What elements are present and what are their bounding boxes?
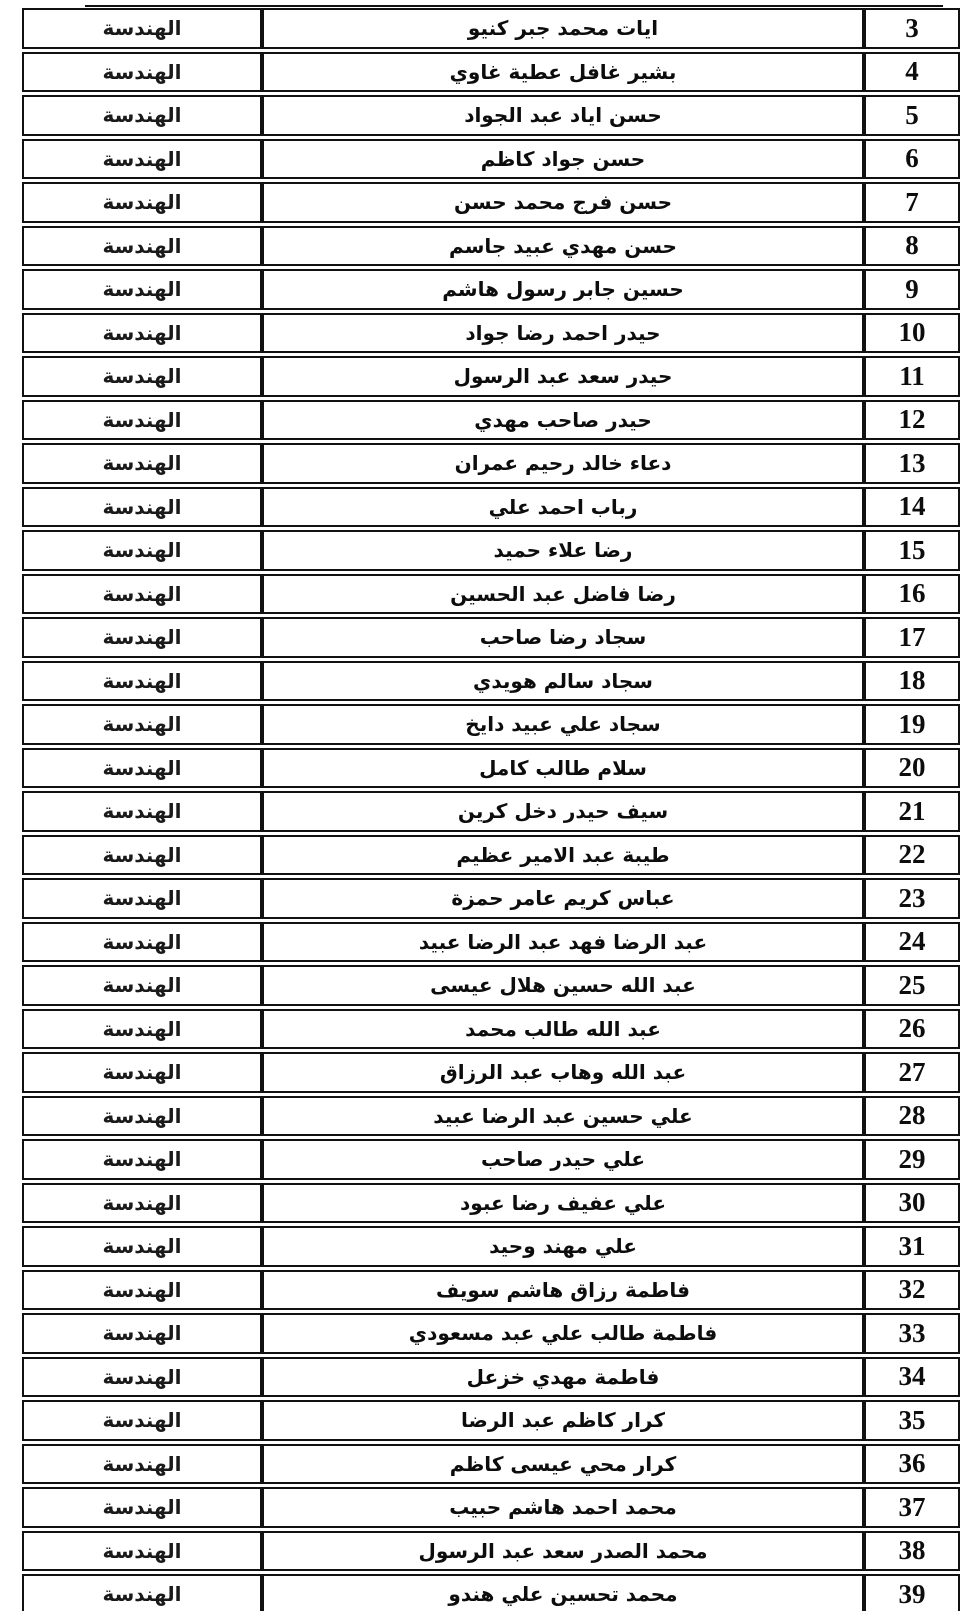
department-cell: الهندسة	[22, 1183, 262, 1224]
table-row	[22, 139, 960, 180]
department-cell: الهندسة	[22, 95, 262, 136]
department-cell: الهندسة	[22, 356, 262, 397]
student-name-cell: عبد الله طالب محمد	[262, 1009, 864, 1050]
department-cell: الهندسة	[22, 8, 262, 49]
student-name-cell: محمد الصدر سعد عبد الرسول	[262, 1531, 864, 1572]
department-cell: الهندسة	[22, 922, 262, 963]
student-name-cell: حسن فرج محمد حسن	[262, 182, 864, 223]
row-number-cell: 28	[864, 1096, 960, 1137]
table-row	[22, 400, 960, 441]
table-row	[22, 1313, 960, 1354]
row-number-cell: 26	[864, 1009, 960, 1050]
table-row	[22, 8, 960, 49]
department-cell: الهندسة	[22, 1574, 262, 1611]
student-name-cell: حسن مهدي عبيد جاسم	[262, 226, 864, 267]
row-number-cell: 15	[864, 530, 960, 571]
student-name-cell: سجاد سالم هويدي	[262, 661, 864, 702]
table-row	[22, 1052, 960, 1093]
department-cell: الهندسة	[22, 400, 262, 441]
department-cell: الهندسة	[22, 835, 262, 876]
department-cell: الهندسة	[22, 1357, 262, 1398]
row-number-cell: 23	[864, 878, 960, 919]
row-number-cell: 10	[864, 313, 960, 354]
department-cell: الهندسة	[22, 226, 262, 267]
row-number-cell: 25	[864, 965, 960, 1006]
student-name-cell: علي مهند وحيد	[262, 1226, 864, 1267]
row-number-cell: 11	[864, 356, 960, 397]
department-cell: الهندسة	[22, 530, 262, 571]
row-number-cell: 21	[864, 791, 960, 832]
department-cell: الهندسة	[22, 487, 262, 528]
department-cell: الهندسة	[22, 878, 262, 919]
table-row	[22, 574, 960, 615]
table-row	[22, 182, 960, 223]
row-number-cell: 17	[864, 617, 960, 658]
row-number-cell: 38	[864, 1531, 960, 1572]
table-row	[22, 1139, 960, 1180]
row-number-cell: 18	[864, 661, 960, 702]
department-cell: الهندسة	[22, 704, 262, 745]
table-row	[22, 1183, 960, 1224]
row-number-cell: 35	[864, 1400, 960, 1441]
document-page	[0, 5, 960, 1611]
row-number-cell: 27	[864, 1052, 960, 1093]
student-name-cell: عبد الرضا فهد عبد الرضا عبيد	[262, 922, 864, 963]
cutoff-row-border	[85, 5, 943, 7]
table-row	[22, 487, 960, 528]
row-number-cell: 20	[864, 748, 960, 789]
department-cell: الهندسة	[22, 52, 262, 93]
table-row	[22, 356, 960, 397]
row-number-cell: 9	[864, 269, 960, 310]
department-cell: الهندسة	[22, 1531, 262, 1572]
row-number-cell: 3	[864, 8, 960, 49]
table-row	[22, 1270, 960, 1311]
student-name-cell: رضا فاضل عبد الحسين	[262, 574, 864, 615]
table-row	[22, 617, 960, 658]
row-number-cell: 37	[864, 1487, 960, 1528]
department-cell: الهندسة	[22, 1096, 262, 1137]
department-cell: الهندسة	[22, 1052, 262, 1093]
student-name-cell: رضا علاء حميد	[262, 530, 864, 571]
row-number-cell: 31	[864, 1226, 960, 1267]
department-cell: الهندسة	[22, 617, 262, 658]
table-row	[22, 226, 960, 267]
department-cell: الهندسة	[22, 1313, 262, 1354]
department-cell: الهندسة	[22, 1226, 262, 1267]
row-number-cell: 4	[864, 52, 960, 93]
department-cell: الهندسة	[22, 1270, 262, 1311]
department-cell: الهندسة	[22, 965, 262, 1006]
table-row	[22, 748, 960, 789]
student-name-cell: محمد احمد هاشم حبيب	[262, 1487, 864, 1528]
row-number-cell: 30	[864, 1183, 960, 1224]
row-number-cell: 29	[864, 1139, 960, 1180]
student-name-cell: علي حسين عبد الرضا عبيد	[262, 1096, 864, 1137]
table-row	[22, 1009, 960, 1050]
student-name-cell: عبد الله وهاب عبد الرزاق	[262, 1052, 864, 1093]
row-number-cell: 33	[864, 1313, 960, 1354]
department-cell: الهندسة	[22, 443, 262, 484]
row-number-cell: 5	[864, 95, 960, 136]
department-cell: الهندسة	[22, 313, 262, 354]
row-number-cell: 24	[864, 922, 960, 963]
row-number-cell: 7	[864, 182, 960, 223]
table-row	[22, 530, 960, 571]
student-name-cell: حيدر سعد عبد الرسول	[262, 356, 864, 397]
student-name-cell: حسين جابر رسول هاشم	[262, 269, 864, 310]
table-row	[22, 922, 960, 963]
row-number-cell: 39	[864, 1574, 960, 1611]
table-row	[22, 1400, 960, 1441]
table-row	[22, 704, 960, 745]
department-cell: الهندسة	[22, 1400, 262, 1441]
student-name-cell: حيدر صاحب مهدي	[262, 400, 864, 441]
student-name-cell: فاطمة رزاق هاشم سويف	[262, 1270, 864, 1311]
table-row	[22, 443, 960, 484]
student-name-cell: علي عفيف رضا عبود	[262, 1183, 864, 1224]
table-row	[22, 1574, 960, 1611]
student-name-cell: عباس كريم عامر حمزة	[262, 878, 864, 919]
student-name-cell: سلام طالب كامل	[262, 748, 864, 789]
table-row	[22, 95, 960, 136]
row-number-cell: 12	[864, 400, 960, 441]
table-row	[22, 313, 960, 354]
student-roster-table	[22, 5, 960, 1611]
student-name-cell: سجاد رضا صاحب	[262, 617, 864, 658]
student-name-cell: رباب احمد علي	[262, 487, 864, 528]
roster-table-body	[22, 8, 960, 1611]
row-number-cell: 8	[864, 226, 960, 267]
row-number-cell: 32	[864, 1270, 960, 1311]
row-number-cell: 14	[864, 487, 960, 528]
table-row	[22, 1531, 960, 1572]
student-name-cell: حسن جواد كاظم	[262, 139, 864, 180]
student-name-cell: كرار كاظم عبد الرضا	[262, 1400, 864, 1441]
table-row	[22, 1096, 960, 1137]
table-row	[22, 1487, 960, 1528]
student-name-cell: علي حيدر صاحب	[262, 1139, 864, 1180]
student-name-cell: فاطمة طالب علي عبد مسعودي	[262, 1313, 864, 1354]
department-cell: الهندسة	[22, 661, 262, 702]
student-name-cell: سيف حيدر دخل كرين	[262, 791, 864, 832]
student-name-cell: عبد الله حسين هلال عيسى	[262, 965, 864, 1006]
department-cell: الهندسة	[22, 791, 262, 832]
department-cell: الهندسة	[22, 748, 262, 789]
table-row	[22, 965, 960, 1006]
row-number-cell: 22	[864, 835, 960, 876]
department-cell: الهندسة	[22, 269, 262, 310]
table-row	[22, 1444, 960, 1485]
department-cell: الهندسة	[22, 1487, 262, 1528]
table-row	[22, 878, 960, 919]
table-row	[22, 835, 960, 876]
table-row	[22, 1357, 960, 1398]
row-number-cell: 19	[864, 704, 960, 745]
student-name-cell: حسن اياد عبد الجواد	[262, 95, 864, 136]
table-row	[22, 661, 960, 702]
department-cell: الهندسة	[22, 1009, 262, 1050]
student-name-cell: كرار محي عيسى كاظم	[262, 1444, 864, 1485]
department-cell: الهندسة	[22, 574, 262, 615]
row-number-cell: 6	[864, 139, 960, 180]
student-name-cell: ايات محمد جبر كنيو	[262, 8, 864, 49]
department-cell: الهندسة	[22, 1444, 262, 1485]
student-name-cell: فاطمة مهدي خزعل	[262, 1357, 864, 1398]
department-cell: الهندسة	[22, 139, 262, 180]
student-name-cell: حيدر احمد رضا جواد	[262, 313, 864, 354]
row-number-cell: 13	[864, 443, 960, 484]
student-name-cell: بشير غافل عطية غاوي	[262, 52, 864, 93]
table-row	[22, 1226, 960, 1267]
table-row	[22, 791, 960, 832]
row-number-cell: 16	[864, 574, 960, 615]
row-number-cell: 36	[864, 1444, 960, 1485]
table-row	[22, 52, 960, 93]
student-name-cell: دعاء خالد رحيم عمران	[262, 443, 864, 484]
department-cell: الهندسة	[22, 182, 262, 223]
student-name-cell: سجاد علي عبيد دايخ	[262, 704, 864, 745]
table-row	[22, 269, 960, 310]
student-name-cell: طيبة عبد الامير عظيم	[262, 835, 864, 876]
row-number-cell: 34	[864, 1357, 960, 1398]
department-cell: الهندسة	[22, 1139, 262, 1180]
student-name-cell: محمد تحسين علي هندو	[262, 1574, 864, 1611]
